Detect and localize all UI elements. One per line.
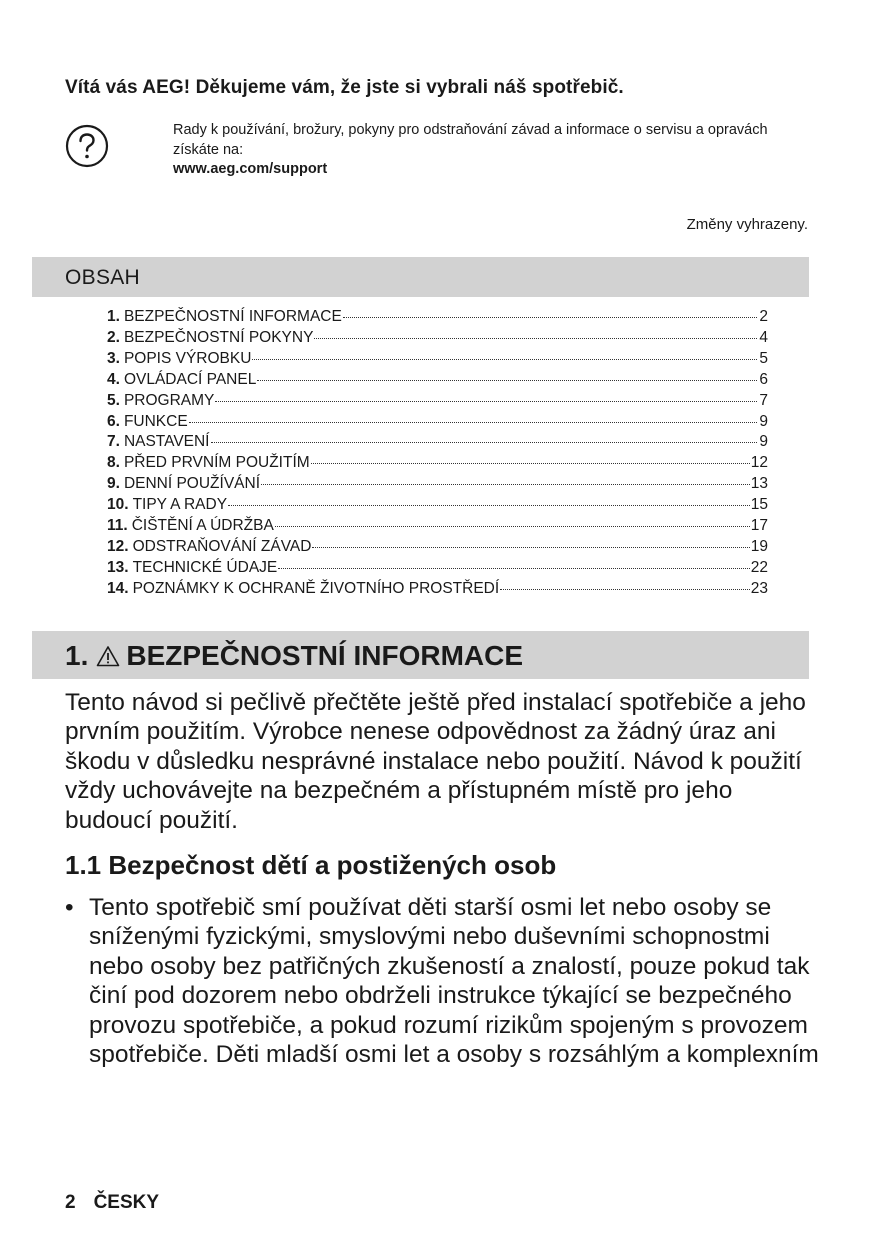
toc-item-label: OVLÁDACÍ PANEL [123, 370, 257, 388]
toc-item-number: 8. [107, 454, 120, 472]
language-label: ČESKY [93, 1192, 160, 1213]
toc-item-number: 14. [107, 579, 129, 597]
bullet-text: Tento spotřebič smí používat děti starší osmi let nebo osoby se sníženými fyzickými, smyslovými nebo duševními schopnostmi nebo osoby bez patřičných zkušeností a znalostí, pouze pokud tak činí pod dozorem nebo obdrželi instrukce týkající se bezpečného provozu spotřebiče, a pokud rozumí rizikům spojeným s provozem spotřebiče. Děti mladší osmi let a osoby s rozsáhlým a komplexním [89, 894, 819, 1069]
toc-item-label: FUNKCE [123, 412, 188, 430]
toc-leader-dots [278, 555, 750, 568]
toc-item-number: 9. [107, 475, 120, 493]
welcome-heading: Vítá vás AEG! Děkujeme vám, že jste si vybrali náš spotřebič. [65, 77, 624, 98]
toc-item-page: 2 [759, 308, 768, 325]
section-number: 1. [65, 640, 89, 671]
toc-item-label: BEZPEČNOSTNÍ INFORMACE [123, 308, 342, 325]
subsection-title: 1.1 Bezpečnost dětí a postižených osob [65, 850, 557, 880]
toc-leader-dots [252, 346, 757, 359]
toc-leader-dots [189, 409, 757, 422]
toc-leader-dots [500, 576, 750, 589]
toc-item-label: DENNÍ POUŽÍVÁNÍ [123, 475, 261, 493]
list-item [65, 893, 825, 1069]
toc-item-label: ČIŠTĚNÍ A ÚDRŽBA [131, 517, 274, 535]
warning-triangle-icon [96, 645, 120, 667]
toc-item-number: 3. [107, 349, 120, 367]
toc-leader-dots [312, 535, 749, 548]
toc-leader-dots [211, 430, 758, 443]
toc-item-label: POPIS VÝROBKU [123, 349, 252, 367]
toc-item-label: TIPY A RADY [132, 496, 228, 514]
toc-item-number: 13. [107, 558, 129, 576]
support-link[interactable]: www.aeg.com/support [173, 161, 328, 177]
toc-item-number: 6. [107, 412, 120, 430]
page-number: 2 [65, 1192, 76, 1213]
toc-item-label: ODSTRAŇOVÁNÍ ZÁVAD [132, 537, 312, 555]
toc-item-label: PŘED PRVNÍM POUŽITÍM [123, 454, 310, 472]
toc-item-page: 9 [759, 433, 768, 451]
toc-title: OBSAH [65, 266, 141, 289]
toc-item-page: 19 [750, 537, 768, 555]
toc-leader-dots [311, 451, 750, 464]
toc-item-page: 7 [759, 391, 768, 409]
toc-item-page: 22 [750, 558, 768, 576]
toc-leader-dots [261, 472, 750, 485]
toc-leader-dots [314, 326, 757, 339]
toc-item-label: POZNÁMKY K OCHRANĚ ŽIVOTNÍHO PROSTŘEDÍ [132, 579, 500, 597]
table-of-contents [107, 307, 768, 600]
toc-item-label: TECHNICKÉ ÚDAJE [132, 558, 278, 576]
toc-item[interactable] [107, 579, 768, 600]
toc-item-number: 5. [107, 391, 120, 409]
toc-item-page: 4 [759, 328, 768, 346]
toc-item-page: 12 [750, 454, 768, 472]
toc-item-number: 11. [107, 517, 128, 535]
toc-item-number: 12. [107, 537, 129, 555]
section-title [65, 640, 523, 672]
toc-item-page: 6 [759, 370, 768, 388]
toc-item-number: 2. [107, 328, 120, 346]
bullet-marker: • [65, 894, 74, 921]
toc-leader-dots [215, 388, 757, 401]
toc-item-page: 23 [750, 579, 768, 597]
toc-item-page: 13 [750, 475, 768, 493]
toc-item-page: 17 [750, 517, 768, 535]
toc-item-number: 4. [107, 370, 120, 388]
toc-leader-dots [275, 514, 750, 527]
toc-item-page: 5 [759, 349, 768, 367]
page-footer [65, 1192, 159, 1214]
toc-leader-dots [343, 305, 757, 318]
toc-item-page: 15 [750, 496, 768, 514]
toc-item-label: PROGRAMY [123, 391, 215, 409]
support-info [173, 121, 813, 180]
toc-item-label: NASTAVENÍ [123, 433, 210, 451]
toc-item-number: 7. [107, 433, 120, 451]
question-circle-icon [65, 124, 109, 168]
changes-note: Změny vyhrazeny. [686, 216, 808, 233]
toc-leader-dots [228, 493, 750, 506]
toc-item-label: BEZPEČNOSTNÍ POKYNY [123, 328, 314, 346]
support-text: Rady k používání, brožury, pokyny pro odstraňování závad a informace o servisu a opravách získáte na: [173, 122, 768, 158]
section-title-text: BEZPEČNOSTNÍ INFORMACE [126, 640, 524, 671]
section-header [32, 631, 809, 679]
toc-item-page: 9 [759, 412, 768, 430]
toc-leader-dots [257, 367, 757, 380]
toc-item-number: 1. [107, 308, 120, 325]
toc-header [32, 257, 809, 297]
intro-paragraph: Tento návod si pečlivě přečtěte ještě před instalací spotřebiče a jeho prvním použitím. Výrobce nenese odpovědnost za žádný úraz ani škodu v důsledku nesprávné instalace nebo použití. Návod k použití vždy uchovávejte na bezpečném a přístupném místě pro jeho budoucí použití. [65, 689, 806, 834]
toc-item-number: 10. [107, 496, 129, 514]
